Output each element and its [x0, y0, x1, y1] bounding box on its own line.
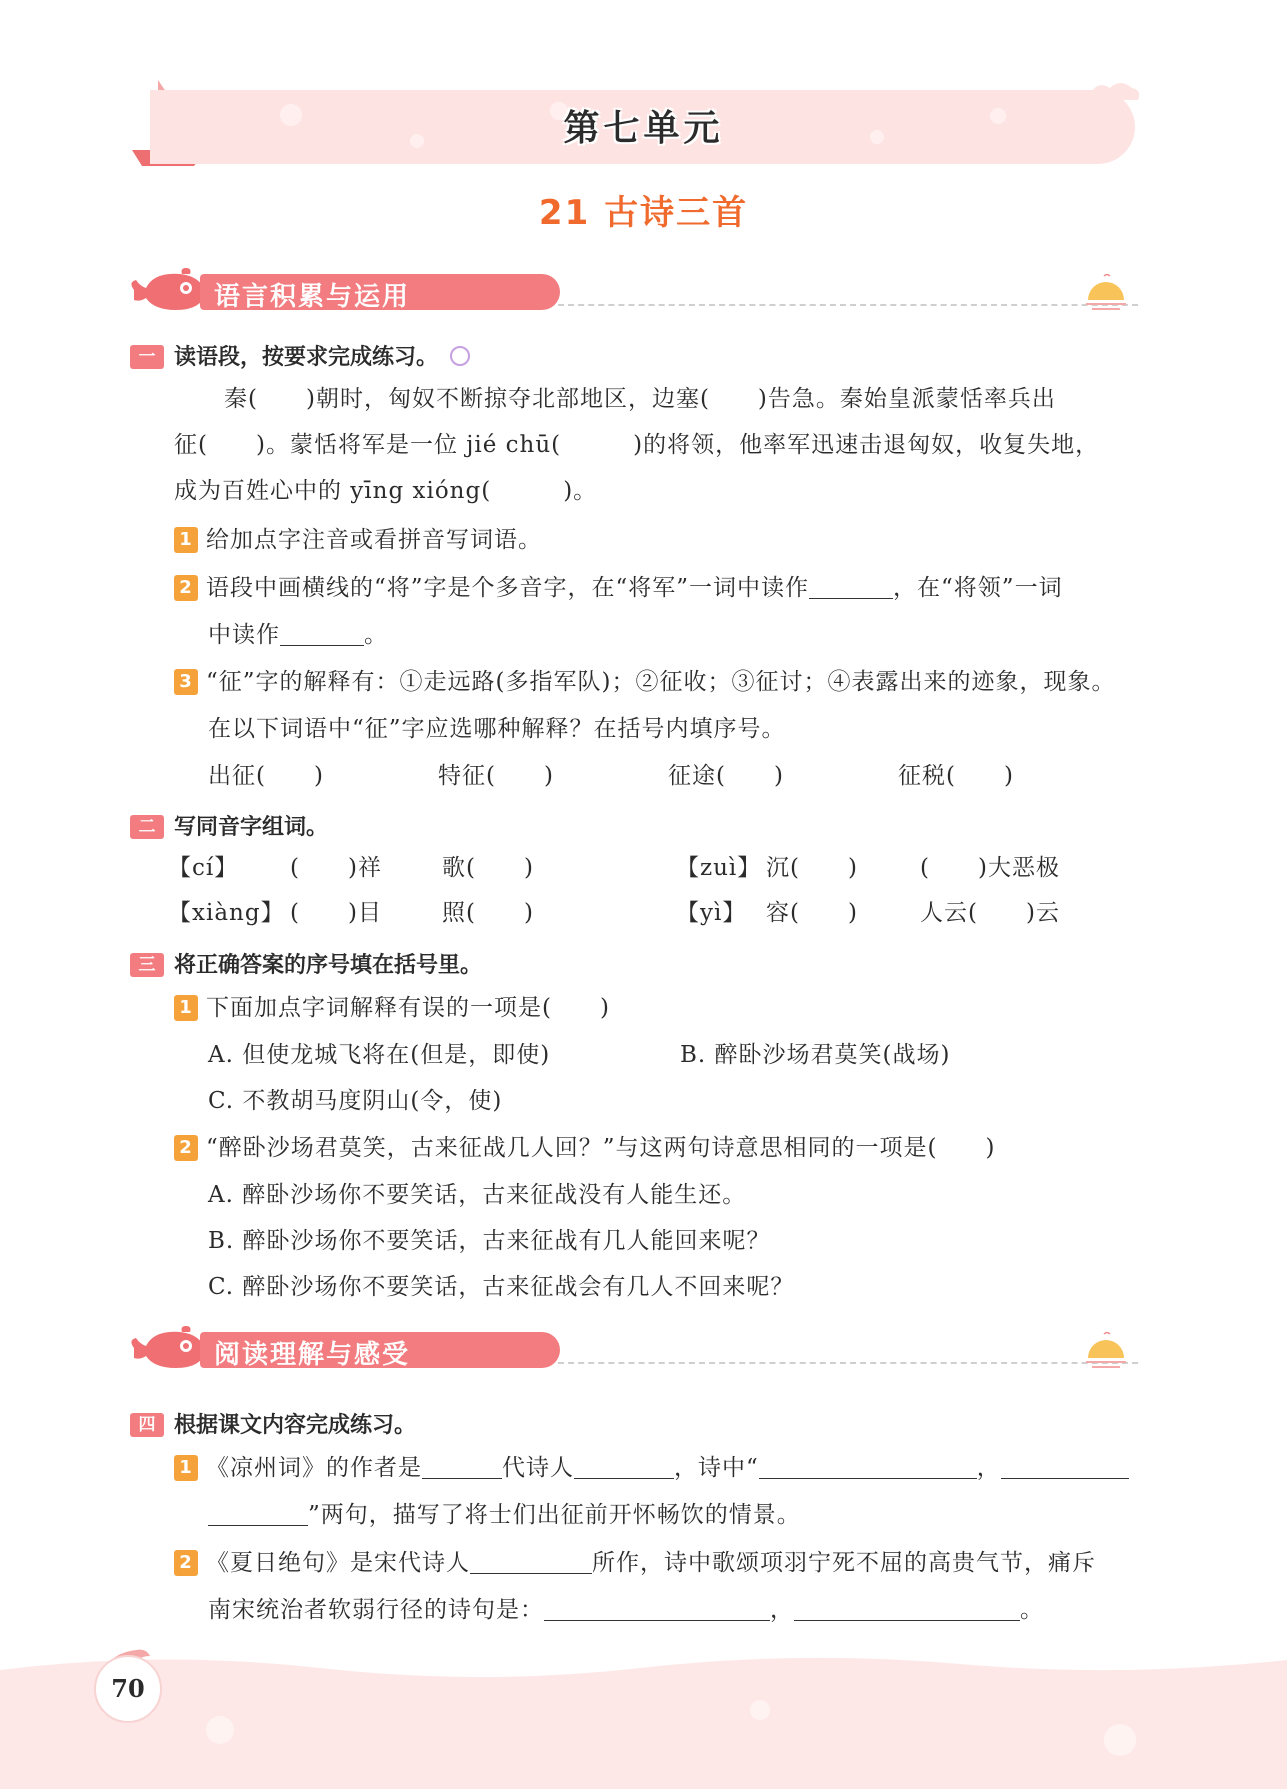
whale-icon [128, 268, 208, 316]
sub-text: ，在“将领”一词 [893, 575, 1063, 601]
option-b[interactable]: B. 醉卧沙场君莫笑(战场) [680, 1042, 951, 1068]
sub-text: 《凉州词》的作者是 [206, 1455, 422, 1481]
answer-blank[interactable] [1001, 1454, 1129, 1479]
sub-text: 。 [1020, 1597, 1044, 1623]
sunset-icon [1084, 1330, 1128, 1370]
question-badge: 三 [130, 953, 164, 977]
q4-sub-2 [174, 1548, 1096, 1578]
question-title: 读语段，按要求完成练习。 [174, 345, 439, 370]
sub-number: 2 [174, 1135, 198, 1161]
sub-text: ， [976, 1455, 1001, 1481]
q4-sub-1-cont [208, 1500, 801, 1530]
whale-icon [128, 1326, 208, 1374]
section-header-language [128, 268, 1138, 318]
question-badge: 四 [130, 1413, 164, 1437]
option-a[interactable]: A. 醉卧沙场你不要笑话，古来征战没有人能生还。 [208, 1182, 747, 1208]
homophone-word: 照( ) [442, 900, 534, 926]
question-2-header [130, 810, 328, 841]
question-title: 将正确答案的序号填在括号里。 [174, 953, 483, 978]
option-c[interactable]: C. 不教胡马度阴山(令，使) [208, 1088, 503, 1114]
answer-blank[interactable] [544, 1596, 770, 1621]
answer-blank[interactable] [280, 621, 364, 646]
sub-text: 给加点字注音或看拼音写词语。 [206, 527, 542, 553]
lesson-title: 21 古诗三首 [538, 193, 749, 233]
homophone-word: ( )大恶极 [920, 855, 1060, 881]
sub-text: 所作，诗中歌颂项羽宁死不屈的高贵气节，痛斥 [592, 1550, 1096, 1576]
sub-text: 中读作 [208, 622, 280, 648]
sub-text: ”两句，描写了将士们出征前开怀畅饮的情景。 [308, 1502, 801, 1528]
homophone-pinyin: 【xiàng】 [168, 900, 285, 926]
unit-title: 第七单元 [563, 108, 724, 149]
q3-sub-2 [174, 1133, 995, 1163]
answer-blank[interactable] [574, 1454, 674, 1479]
q1-sub-2-cont [208, 620, 388, 650]
homophone-pinyin: 【zuì】 [676, 855, 762, 881]
sub-text: ， [770, 1597, 794, 1623]
option-a[interactable]: A. 但使龙城飞将在(但是，即使) [208, 1042, 551, 1068]
answer-blank[interactable] [208, 1501, 308, 1526]
sub-number: 1 [174, 995, 198, 1021]
passage-line-1: 秦( )朝时，匈奴不断掠夺北部地区，边塞( )告急。秦始皇派蒙恬率兵出 [224, 386, 1056, 412]
sub-text: “征”字的解释有：①走远路(多指军队)；②征收；③征讨；④表露出来的迹象，现象。 [206, 669, 1116, 695]
homophone-word: 容( ) [766, 900, 858, 926]
sub-text: “醉卧沙场君莫笑，古来征战几人回？”与这两句诗意思相同的一项是( ) [206, 1135, 996, 1161]
passage-line-3: 成为百姓心中的 yīng xióng( )。 [174, 478, 598, 504]
homophone-word: 沉( ) [766, 855, 858, 881]
sub-text: ，诗中“ [674, 1455, 759, 1481]
sub-number: 1 [174, 1455, 198, 1481]
word-choice-3: 征途( ) [668, 763, 784, 789]
homophone-word: 歌( ) [442, 855, 534, 881]
word-choice-2: 特征( ) [438, 763, 554, 789]
answer-blank[interactable] [809, 574, 893, 599]
question-3-header [130, 948, 482, 979]
q4-sub-2-cont [208, 1595, 1044, 1625]
page-number: 70 [94, 1655, 162, 1723]
sub-text: 语段中画横线的“将”字是个多音字，在“将军”一词中读作 [206, 575, 810, 601]
sub-number: 2 [174, 1550, 198, 1576]
q4-sub-1 [174, 1453, 1129, 1483]
section-title: 阅读理解与感受 [214, 1340, 411, 1370]
sub-text: 下面加点字词解释有误的一项是( ) [206, 995, 610, 1021]
answer-blank[interactable] [759, 1454, 977, 1479]
answer-blank[interactable] [794, 1596, 1020, 1621]
sub-text: 南宋统治者软弱行径的诗句是： [208, 1597, 544, 1623]
question-badge: 二 [130, 815, 164, 839]
option-c[interactable]: C. 醉卧沙场你不要笑话，古来征战会有几人不回来呢？ [208, 1274, 795, 1300]
question-4-header [130, 1408, 416, 1439]
answer-blank[interactable] [470, 1549, 592, 1574]
question-1-header [130, 340, 470, 371]
sub-text: 《夏日绝句》是宋代诗人 [206, 1550, 470, 1576]
q3-sub-1 [174, 993, 610, 1023]
homophone-word: 人云( )云 [920, 900, 1060, 926]
sunset-icon [1084, 272, 1128, 312]
question-title: 根据课文内容完成练习。 [174, 1413, 417, 1438]
lightbulb-icon [450, 346, 470, 366]
q1-sub-2 [174, 573, 1063, 603]
question-title: 写同音字组词。 [174, 815, 329, 840]
sub-number: 2 [174, 575, 198, 601]
homophone-word: ( )目 [290, 900, 382, 926]
section-title: 语言积累与运用 [214, 282, 411, 312]
passage-line-2: 征( )。蒙恬将军是一位 jié chū( )的将领，他率军迅速击退匈奴，收复失地， [174, 432, 1100, 458]
word-choice-1: 出征( ) [208, 763, 324, 789]
q1-sub-3 [174, 667, 1115, 697]
q1-sub-3-line-2: 在以下词语中“征”字应选哪种解释？在括号内填序号。 [208, 716, 786, 742]
homophone-pinyin: 【yì】 [676, 900, 747, 926]
sub-number: 3 [174, 669, 198, 695]
sub-text: 。 [364, 622, 388, 648]
homophone-pinyin: 【cí】 [168, 855, 239, 881]
section-header-reading [128, 1326, 1138, 1376]
option-b[interactable]: B. 醉卧沙场你不要笑话，古来征战有几人能回来呢？ [208, 1228, 771, 1254]
sub-text: 代诗人 [502, 1455, 574, 1481]
homophone-word: ( )祥 [290, 855, 382, 881]
sub-number: 1 [174, 527, 198, 553]
answer-blank[interactable] [422, 1454, 502, 1479]
q1-sub-1 [174, 525, 542, 555]
footer-wave [0, 1650, 1287, 1789]
word-choice-4: 征税( ) [898, 763, 1014, 789]
question-badge: 一 [130, 345, 164, 369]
